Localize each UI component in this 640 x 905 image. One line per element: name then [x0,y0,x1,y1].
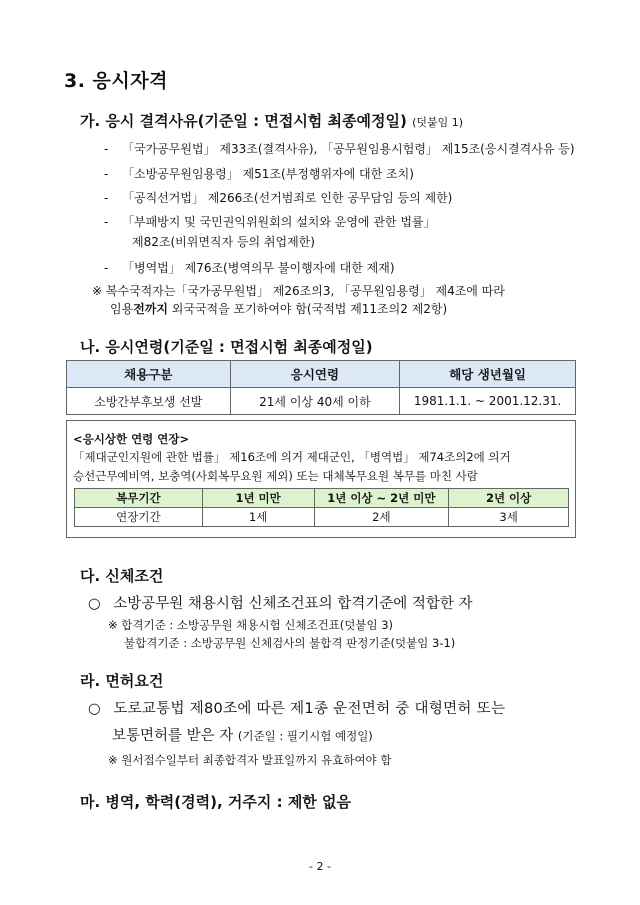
list-item-text: 「소방공무원임용령」 제51조(부정행위자에 대한 조치) [122,167,414,181]
note-text: 원서접수일부터 최종합격자 발표일까지 유효하여야 함 [121,753,392,767]
section-ra-title: 라. 면허요건 [80,672,164,690]
table-cell: 연장기간 [75,508,203,527]
license-text: 보통면허를 받은 자 [112,728,234,744]
age-extension-text: 승선근무예비역, 보충역(사회복무요원 제외) 또는 대체복무요원 복무를 마친 사람 [73,469,478,483]
table-cell: 3세 [449,508,569,527]
note-text-pre: 임용 [110,302,134,316]
note-mark: ※ [92,284,103,298]
table-cell: 21세 이상 40세 이하 [230,388,400,415]
list-item-text: 「국가공무원법」 제33조(결격사유), 「공무원임용시험령」 제15조(응시결격사유 등) [122,142,575,156]
bullet-circle: ○ [88,596,101,612]
list-item: - 「국가공무원법」 제33조(결격사유), 「공무원임용시험령」 제15조(응시결격사유 등) [104,142,575,156]
section-ma-title: 마. 병역, 학력(경력), 거주지 : 제한 없음 [80,793,351,811]
list-item: - 「공직선거법」 제266조(선거범죄로 인한 공무담임 등의 제한) [104,191,453,205]
list-item-text: 「병역법」 제76조(병역의무 불이행자에 대한 제재) [122,261,395,275]
license-text: 도로교통법 제80조에 따른 제1종 운전면허 중 대형면허 또는 [113,701,506,717]
list-item-text: 「공직선거법」 제266조(선거범죄로 인한 공무담임 등의 제한) [122,191,453,205]
bullet-circle: ○ [88,701,101,717]
table-row [67,388,576,415]
note-mark: ※ [108,753,118,767]
list-item: - 「부패방지 및 국민권익위원회의 설치와 운영에 관한 법률」 [104,215,436,229]
table-cell: 1세 [202,508,314,527]
note-text: 합격기준 : 소방공무원 채용시험 신체조건표(덧붙임 3) [121,618,394,632]
section-heading: 3. 응시자격 [64,70,168,92]
table-header: 복무기간 [75,489,203,508]
list-item: - 「병역법」 제76조(병역의무 불이행자에 대한 제재) [104,261,395,275]
table-cell: 1981.1.1. ~ 2001.12.31. [400,388,576,415]
note [108,752,391,768]
section-ga-title-text: 가. 응시 결격사유(기준일 : 면접시험 최종예정일) [80,112,407,130]
list-item-continuation: 제82조(비위면직자 등의 취업제한) [132,235,315,249]
extension-table [74,488,569,527]
age-table [66,360,576,415]
condition-text: 소방공무원 채용시험 신체조건표의 합격기준에 적합한 자 [113,596,473,612]
table-cell: 소방간부후보생 선발 [67,388,231,415]
note-text-bold: 전까지 [133,302,168,316]
table-header: 응시연령 [230,361,400,388]
section-ga-title [80,110,463,131]
license-reference-date: (기준일 : 필기시험 예정일) [237,729,373,743]
section-na-title: 나. 응시연령(기준일 : 면접시험 최종예정일) [80,338,373,356]
age-extension-text: 「제대군인지원에 관한 법률」 제16조에 의거 제대군인, 「병역법」 제74조의2에 의거 [73,450,511,464]
table-header-row [75,489,569,508]
section-ga-ref: (덧붙임 1) [412,116,464,129]
table-cell: 2세 [314,508,449,527]
table-header: 채용구분 [67,361,231,388]
age-extension-title: <응시상한 연령 연장> [73,432,190,446]
note-text: 복수국적자는「국가공무원법」 제26조의3, 「공무원임용령」 제4조에 따라 [105,284,505,298]
note-mark: ※ [108,618,118,632]
note-continuation: 불합격기준 : 소방공무원 신체검사의 불합격 판정기준(덧붙임 3-1) [124,636,456,650]
section-da-title: 다. 신체조건 [80,567,164,585]
note [92,282,505,299]
list-item: - 「소방공무원임용령」 제51조(부정행위자에 대한 조치) [104,167,414,181]
table-header: 해당 생년월일 [400,361,576,388]
license-line [88,697,505,718]
page-number: - 2 - [309,860,331,873]
note-text-post: 외국국적을 포기하여야 함(국적법 제11조의2 제2항) [167,302,448,316]
table-header: 1년 이상 ~ 2년 미만 [314,489,449,508]
list-item-text: 「부패방지 및 국민권익위원회의 설치와 운영에 관한 법률」 [122,215,436,229]
table-header: 1년 미만 [202,489,314,508]
note-continuation [110,300,447,317]
condition-line [88,592,472,613]
license-line-continuation [112,724,373,745]
table-header: 2년 이상 [449,489,569,508]
table-header-row [67,361,576,388]
table-row [75,508,569,527]
note [108,617,393,633]
